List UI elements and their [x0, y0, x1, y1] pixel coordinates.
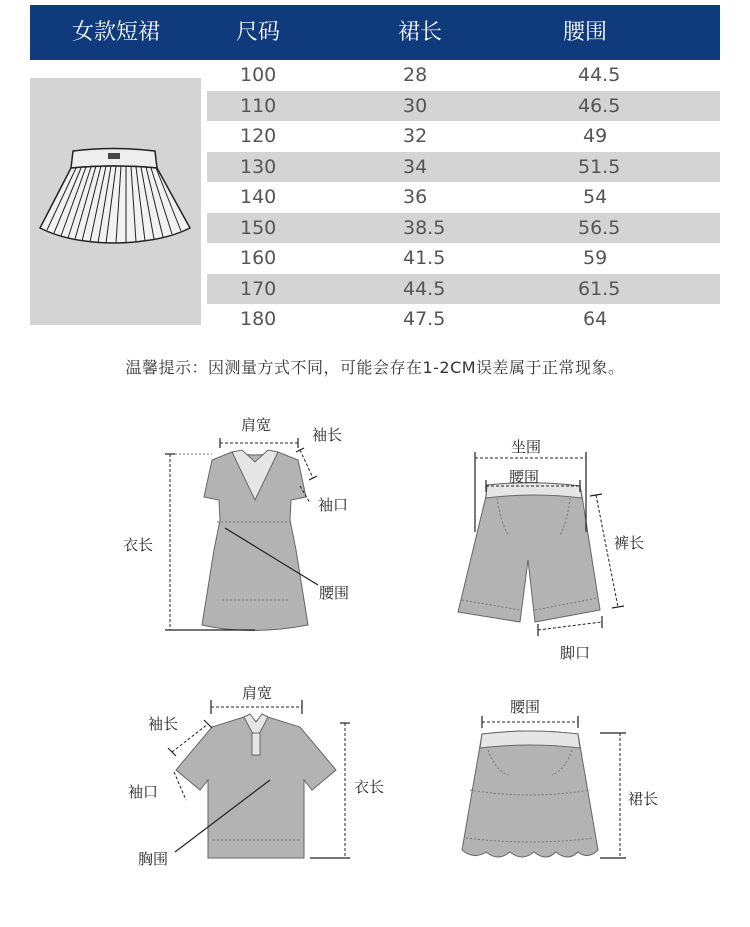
cell-size: 130 — [240, 155, 277, 178]
shirt-cuff-label: 袖口 — [128, 783, 159, 801]
cell-waist: 59 — [583, 247, 608, 269]
cell-size: 150 — [240, 216, 277, 239]
cell-length: 30 — [403, 94, 428, 117]
cell-length: 28 — [403, 64, 428, 86]
cell-waist: 54 — [583, 186, 608, 208]
shirt-sleeve-length-label: 袖长 — [148, 715, 179, 733]
cell-length: 41.5 — [403, 247, 446, 269]
cell-length: 32 — [403, 125, 428, 147]
cell-size: 120 — [240, 125, 277, 147]
cell-length: 47.5 — [403, 308, 446, 330]
shorts-diagram — [458, 452, 624, 636]
cell-size: 110 — [240, 94, 277, 117]
measurement-note: 温馨提示：因测量方式不同，可能会存在1-2CM误差属于正常现象。 — [125, 358, 625, 377]
skirt-diagram — [462, 716, 626, 858]
header-product: 女款短裙 — [72, 20, 161, 45]
cell-length: 36 — [403, 186, 428, 208]
shirt-diagram — [168, 700, 350, 858]
shirt-chest-label: 胸围 — [138, 850, 169, 868]
dress-diagram — [165, 438, 318, 631]
dress-sleeve-length-label: 袖长 — [312, 426, 343, 444]
skirt-length-label: 裙长 — [628, 790, 659, 808]
shirt-shoulder-label: 肩宽 — [242, 684, 273, 702]
skirt-waist-label: 腰围 — [510, 698, 541, 716]
dress-cuff-label: 袖口 — [318, 496, 349, 514]
cell-waist: 56.5 — [578, 216, 621, 239]
shorts-waist-label: 腰围 — [509, 468, 540, 486]
header-length: 裙长 — [398, 20, 443, 45]
cell-waist: 61.5 — [578, 277, 621, 300]
shorts-hem-label: 脚口 — [560, 644, 591, 662]
cell-length: 44.5 — [403, 277, 446, 300]
cell-size: 160 — [240, 247, 277, 269]
dress-shoulder-label: 肩宽 — [241, 416, 272, 434]
cell-waist: 46.5 — [578, 94, 621, 117]
shorts-length-label: 裤长 — [614, 534, 645, 552]
cell-waist: 49 — [583, 125, 608, 147]
shorts-hip-label: 坐围 — [511, 438, 542, 456]
cell-size: 170 — [240, 277, 277, 300]
cell-length: 38.5 — [403, 216, 446, 239]
cell-size: 140 — [240, 186, 277, 208]
dress-length-label: 衣长 — [123, 536, 154, 554]
header-size: 尺码 — [236, 20, 281, 45]
dress-waist-label: 腰围 — [319, 584, 350, 602]
shirt-length-label: 衣长 — [354, 778, 385, 796]
header-waist: 腰围 — [563, 20, 608, 45]
cell-length: 34 — [403, 155, 428, 178]
cell-waist: 51.5 — [578, 155, 621, 178]
cell-waist: 44.5 — [578, 64, 621, 86]
cell-size: 100 — [240, 64, 277, 86]
cell-size: 180 — [240, 308, 277, 330]
cell-waist: 64 — [583, 308, 608, 330]
